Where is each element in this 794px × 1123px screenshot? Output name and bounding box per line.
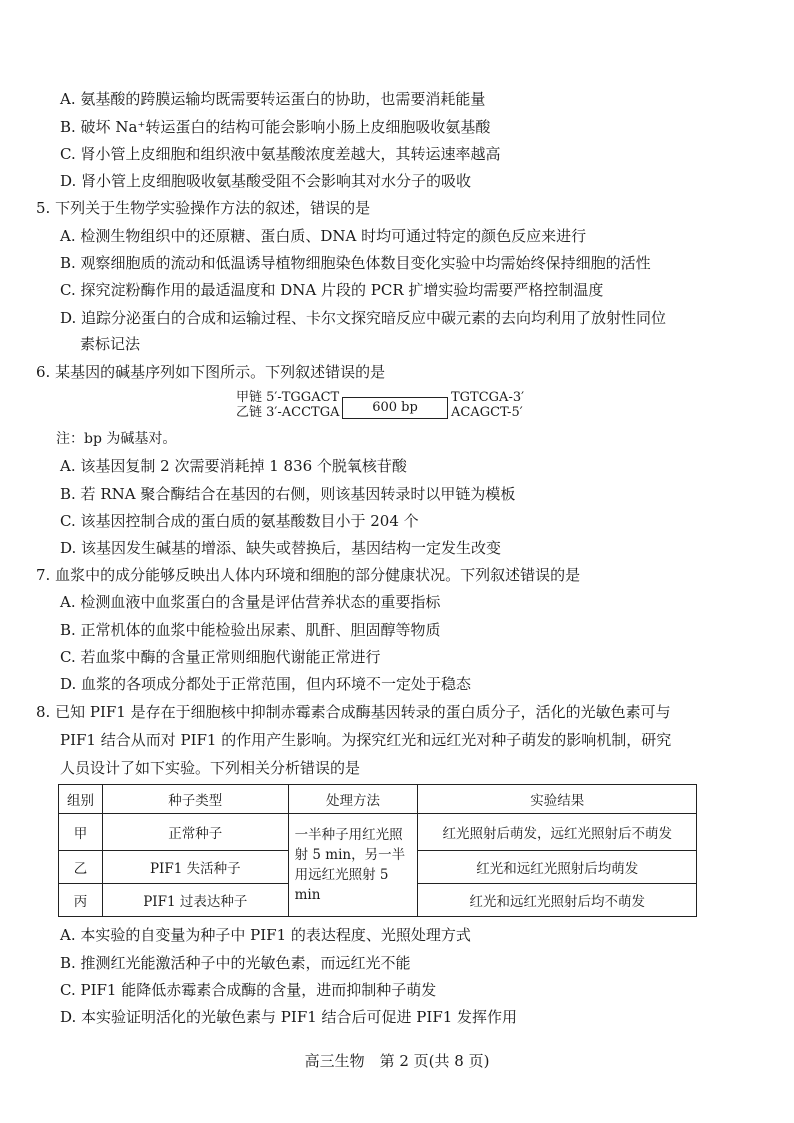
q5-option-b: B. 观察细胞质的流动和低温诱导植物细胞染色体数目变化实验中均需始终保持细胞的活性 bbox=[60, 254, 651, 272]
row-result: 红光照射后萌发，远红光照射后不萌发 bbox=[418, 814, 697, 851]
row-group: 甲 bbox=[59, 814, 103, 851]
q8-stem-line-1: 8. 已知 PIF1 是存在于细胞核中抑制赤霉素合成酶基因转录的蛋白质分子，活化的光敏色素可与 bbox=[36, 703, 671, 721]
header-result: 实验结果 bbox=[418, 785, 697, 814]
q4-option-b: B. 破坏 Na⁺转运蛋白的结构可能会影响小肠上皮细胞吸收氨基酸 bbox=[60, 118, 491, 136]
header-treatment: 处理方法 bbox=[288, 785, 418, 814]
q7-option-c: C. 若血浆中酶的含量正常则细胞代谢能正常进行 bbox=[60, 648, 381, 666]
header-seed-type: 种子类型 bbox=[102, 785, 288, 814]
q8-option-c: C. PIF1 能降低赤霉素合成酶的含量，进而抑制种子萌发 bbox=[60, 981, 437, 999]
strand-b-left: 乙链 3′-ACCTGA bbox=[236, 405, 340, 420]
table-row bbox=[59, 814, 697, 851]
q8-option-b: B. 推测红光能激活种子中的光敏色素，而远红光不能 bbox=[60, 954, 411, 972]
row-result: 红光和远红光照射后均不萌发 bbox=[418, 884, 697, 917]
q4-option-d: D. 肾小管上皮细胞吸收氨基酸受阻不会影响其对水分子的吸收 bbox=[60, 172, 472, 190]
q7-stem: 7. 血浆中的成分能够反映出人体内环境和细胞的部分健康状况。下列叙述错误的是 bbox=[36, 566, 581, 584]
page-footer: 高三生物 第 2 页(共 8 页) bbox=[304, 1052, 490, 1070]
q6-note: 注：bp 为碱基对。 bbox=[56, 431, 177, 447]
q8-option-d: D. 本实验证明活化的光敏色素与 PIF1 结合后可促进 PIF1 发挥作用 bbox=[60, 1008, 518, 1026]
row-seed: PIF1 失活种子 bbox=[102, 851, 288, 884]
q4-option-a: A. 氨基酸的跨膜运输均既需要转运蛋白的协助，也需要消耗能量 bbox=[60, 90, 486, 108]
row-seed: PIF1 过表达种子 bbox=[102, 884, 288, 917]
strand-a-left: 甲链 5′-TGGACT bbox=[236, 390, 340, 405]
q5-stem: 5. 下列关于生物学实验操作方法的叙述，错误的是 bbox=[36, 199, 371, 217]
row-group: 丙 bbox=[59, 884, 103, 917]
q6-option-c: C. 该基因控制合成的蛋白质的氨基酸数目小于 204 个 bbox=[60, 512, 419, 530]
dna-gap-box bbox=[342, 397, 448, 419]
header-group: 组别 bbox=[59, 785, 103, 814]
q8-option-a: A. 本实验的自变量为种子中 PIF1 的表达程度、光照处理方式 bbox=[60, 926, 471, 944]
q6-option-a: A. 该基因复制 2 次需要消耗掉 1 836 个脱氧核苷酸 bbox=[60, 457, 407, 475]
q6-option-b: B. 若 RNA 聚合酶结合在基因的右侧，则该基因转录时以甲链为模板 bbox=[60, 485, 516, 503]
q7-option-b: B. 正常机体的血浆中能检验出尿素、肌酐、胆固醇等物质 bbox=[60, 621, 441, 639]
row-group: 乙 bbox=[59, 851, 103, 884]
strand-b-right: ACAGCT-5′ bbox=[451, 405, 523, 420]
treatment-cell: 一半种子用红光照射 5 min，另一半用远红光照射 5 min bbox=[288, 814, 418, 917]
q8-stem-line-3: 人员设计了如下实验。下列相关分析错误的是 bbox=[60, 759, 361, 777]
q5-option-d: D. 追踪分泌蛋白的合成和运输过程、卡尔文探究暗反应中碳元素的去向均利用了放射性同位 bbox=[60, 309, 667, 327]
q6-stem: 6. 某基因的碱基序列如下图所示。下列叙述错误的是 bbox=[36, 363, 386, 381]
q6-option-d: D. 该基因发生碱基的增添、缺失或替换后，基因结构一定发生改变 bbox=[60, 539, 502, 557]
q7-option-a: A. 检测血液中血浆蛋白的含量是评估营养状态的重要指标 bbox=[60, 593, 441, 611]
q8-stem-line-2: PIF1 结合从而对 PIF1 的作用产生影响。为探究红光和远红光对种子萌发的影响机制，研究 bbox=[60, 731, 672, 749]
q5-option-d-continued: 素标记法 bbox=[80, 335, 141, 353]
row-result: 红光和远红光照射后均萌发 bbox=[418, 851, 697, 884]
strand-a-right: TGTCGA-3′ bbox=[451, 390, 525, 405]
table-header-row bbox=[59, 785, 697, 814]
row-seed: 正常种子 bbox=[102, 814, 288, 851]
q7-option-d: D. 血浆的各项成分都处于正常范围，但内环境不一定处于稳态 bbox=[60, 675, 472, 693]
q5-option-c: C. 探究淀粉酶作用的最适温度和 DNA 片段的 PCR 扩增实验均需要严格控制温度 bbox=[60, 281, 604, 299]
q4-option-c: C. 肾小管上皮细胞和组织液中氨基酸浓度差越大，其转运速率越高 bbox=[60, 145, 501, 163]
q5-option-a: A. 检测生物组织中的还原糖、蛋白质、DNA 时均可通过特定的颜色反应来进行 bbox=[60, 227, 587, 245]
dna-gap-label: 600 bp bbox=[372, 400, 418, 415]
experiment-table bbox=[58, 784, 697, 917]
